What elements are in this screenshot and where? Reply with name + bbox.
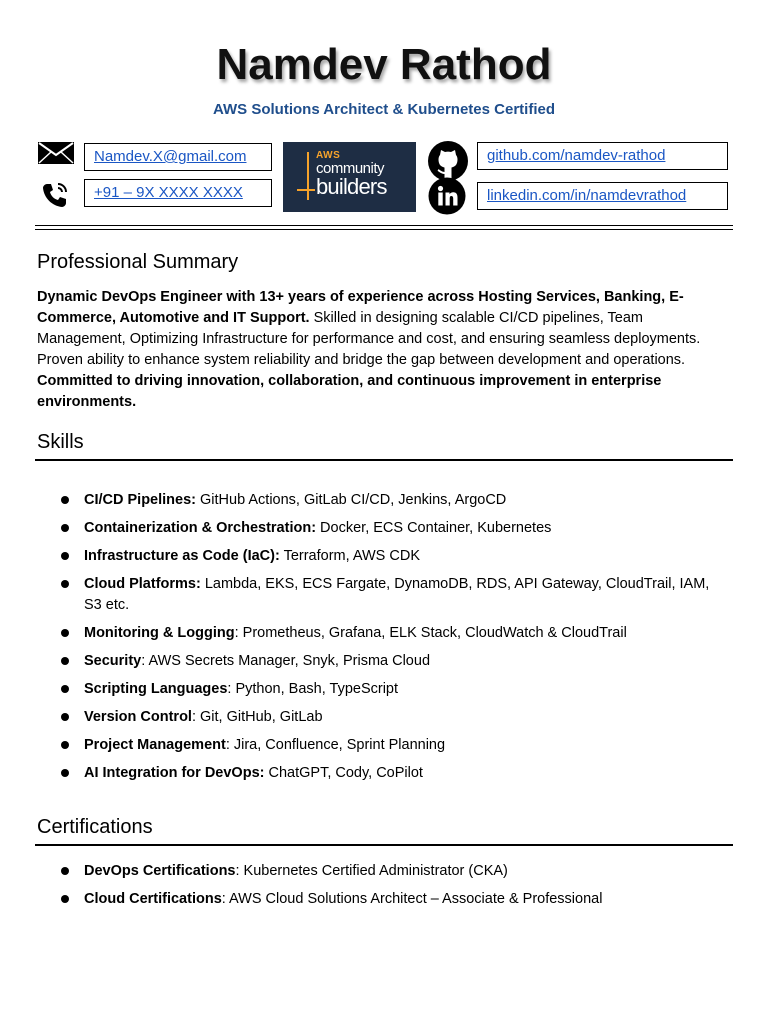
summary-heading: Professional Summary [37, 251, 239, 273]
bullet-icon [61, 496, 69, 504]
bullet-icon [61, 685, 69, 693]
skills-heading: Skills [37, 431, 84, 453]
skill-item [60, 651, 730, 672]
skill-label: AI Integration for DevOps: [84, 765, 265, 781]
skill-item [60, 574, 730, 616]
skill-label: Scripting Languages [84, 681, 228, 697]
summary-bold-intro: Dynamic DevOps Engineer with 13+ years of experience across Hosting Services, Banking, E-Commerce, Automotive and IT Support. [37, 289, 684, 326]
certification-label: Cloud Certifications [84, 891, 222, 907]
header-divider [35, 225, 733, 230]
skill-label: CI/CD Pipelines: [84, 492, 196, 508]
skill-item [60, 735, 730, 756]
certifications-heading: Certifications [37, 816, 153, 838]
skill-value: : Python, Bash, TypeScript [227, 681, 399, 697]
skill-label: Project Management [84, 737, 226, 753]
skills-list [60, 490, 730, 784]
aws-community-builders-badge [283, 142, 416, 212]
bullet-icon [61, 741, 69, 749]
summary-paragraph [37, 287, 727, 413]
candidate-name: Namdev Rathod [216, 40, 552, 89]
github-link[interactable]: github.com/namdev-rathod [477, 142, 728, 170]
skill-value: : Git, GitHub, GitLab [191, 709, 323, 725]
bullet-icon [61, 713, 69, 721]
phone-link[interactable]: +91 – 9X XXXX XXXX [84, 179, 272, 207]
skill-value: : AWS Secrets Manager, Snyk, Prisma Cloud [141, 653, 431, 669]
skill-item [60, 518, 730, 539]
skill-label: Infrastructure as Code (IaC): [84, 548, 280, 564]
skill-label: Version Control [84, 709, 192, 725]
bullet-icon [61, 629, 69, 637]
skill-value: Lambda, EKS, ECS Fargate, DynamoDB, RDS, API Gateway, CloudTrail, IAM, S3 etc. [84, 576, 710, 613]
skill-value: GitHub Actions, GitLab CI/CD, Jenkins, ArgoCD [196, 492, 507, 508]
certification-item [60, 889, 730, 910]
skill-item [60, 679, 730, 700]
skill-label: Cloud Platforms: [84, 576, 201, 592]
skill-value: : Jira, Confluence, Sprint Planning [225, 737, 446, 753]
summary-body: Skilled in designing scalable CI/CD pipelines, Team Management, Optimizing Infrastructure for performance and cost, and ensuring seamless deployments. Proven ability to enhance system reliability and bridge the gap between development and operations. [37, 310, 701, 368]
badge-community-text: community [316, 160, 385, 177]
badge-aws-text: AWS [316, 150, 341, 161]
skill-item [60, 763, 730, 784]
skill-value: Docker, ECS Container, Kubernetes [316, 520, 552, 536]
candidate-subtitle: AWS Solutions Architect & Kubernetes Certified [213, 101, 555, 118]
bullet-icon [61, 524, 69, 532]
bullet-icon [61, 580, 69, 588]
certifications-divider [35, 844, 733, 846]
certification-value: : AWS Cloud Solutions Architect – Associate & Professional [221, 891, 603, 907]
skill-value: ChatGPT, Cody, CoPilot [264, 765, 423, 781]
bullet-icon [61, 895, 69, 903]
bullet-icon [61, 657, 69, 665]
certifications-list [60, 861, 730, 910]
skill-label: Monitoring & Logging [84, 625, 235, 641]
skill-item [60, 707, 730, 728]
badge-builders-text: builders [316, 174, 387, 199]
phone-icon [40, 180, 70, 210]
bullet-icon [61, 769, 69, 777]
skill-value: : Prometheus, Grafana, ELK Stack, CloudWatch & CloudTrail [234, 625, 627, 641]
summary-bold-outro: Committed to driving innovation, collaboration, and continuous improvement in enterprise environments. [37, 373, 662, 410]
github-icon [427, 140, 469, 182]
bullet-icon [61, 867, 69, 875]
linkedin-icon [428, 177, 466, 215]
linkedin-link[interactable]: linkedin.com/in/namdevrathod [477, 182, 728, 210]
certification-value: : Kubernetes Certified Administrator (CKA) [235, 863, 508, 879]
skills-divider [35, 459, 733, 461]
skill-value: Terraform, AWS CDK [279, 548, 420, 564]
skill-item [60, 623, 730, 644]
skill-item [60, 490, 730, 511]
skill-label: Security [84, 653, 142, 669]
skill-item [60, 546, 730, 567]
email-link[interactable]: Namdev.X@gmail.com [84, 143, 272, 171]
bullet-icon [61, 552, 69, 560]
certification-label: DevOps Certifications [84, 863, 236, 879]
skill-label: Containerization & Orchestration: [84, 520, 317, 536]
envelope-icon [38, 142, 74, 164]
certification-item [60, 861, 730, 882]
